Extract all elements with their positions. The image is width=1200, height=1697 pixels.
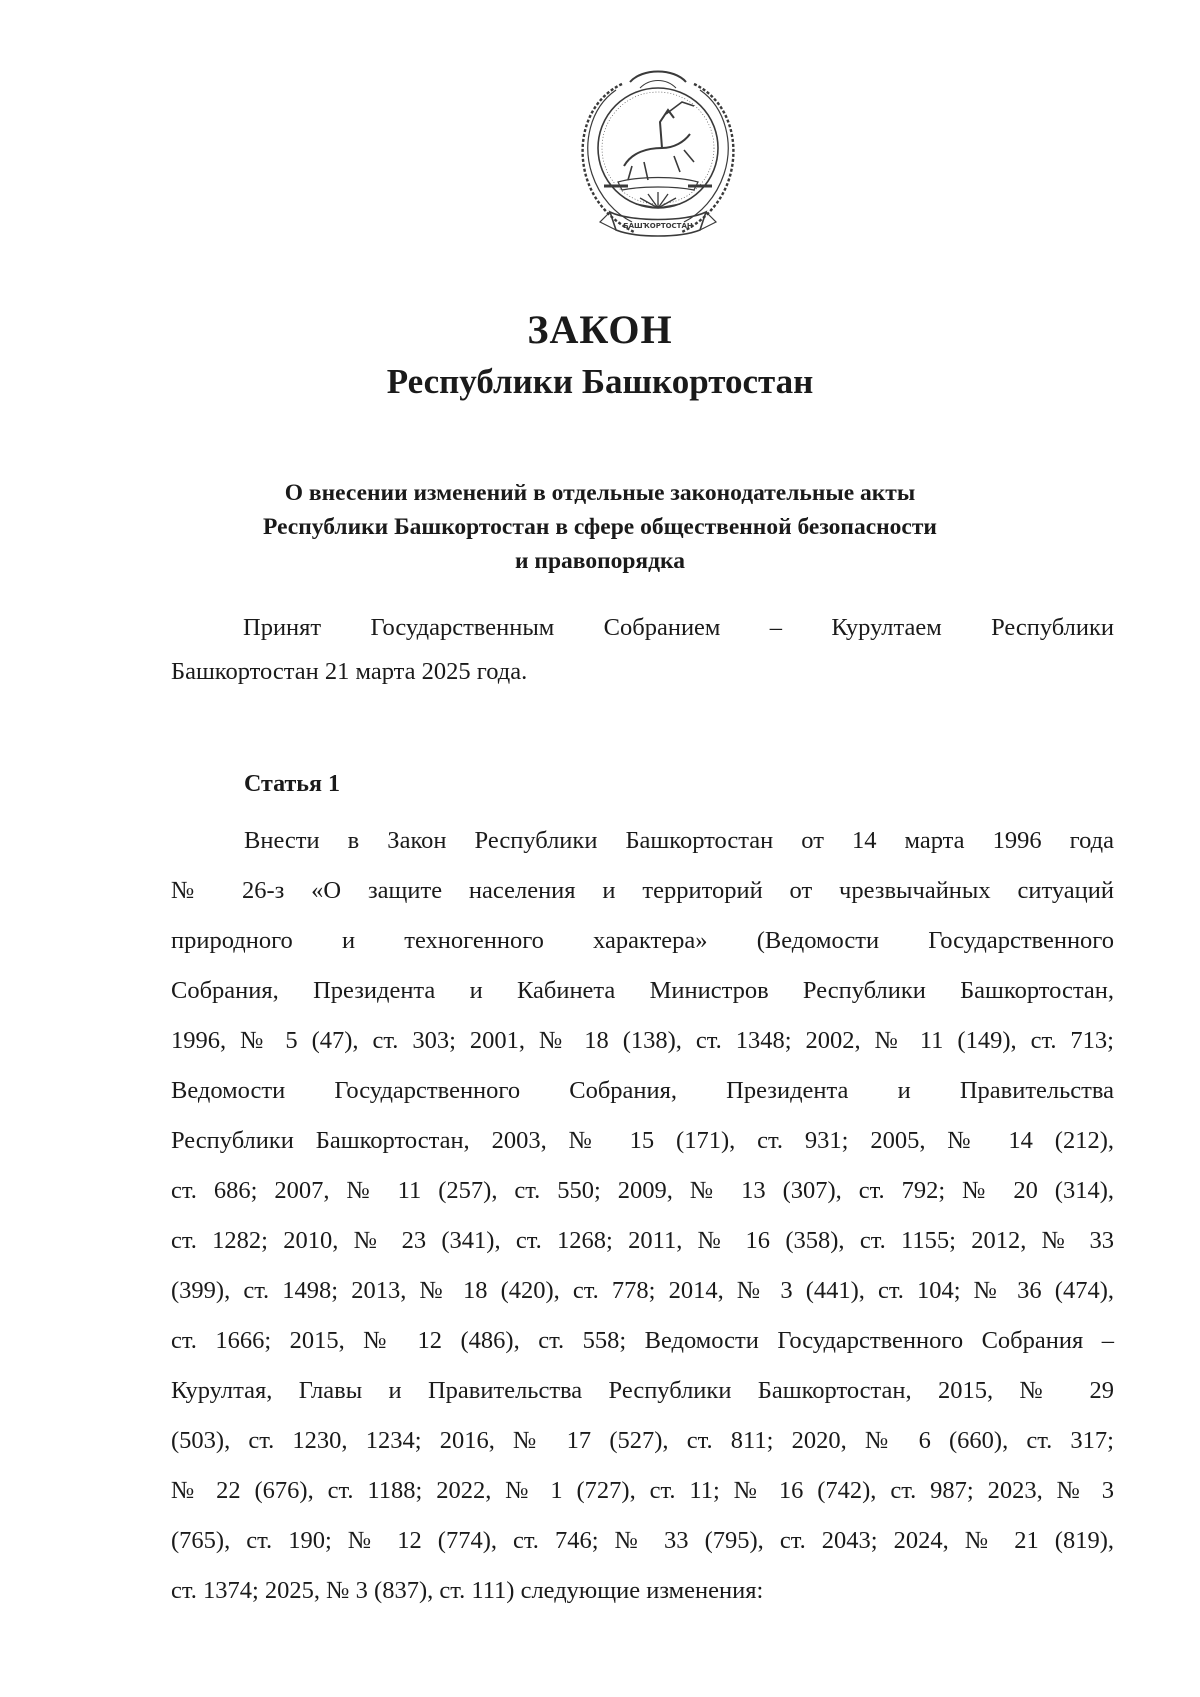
body-line: ст. 686; 2007, № 11 (257), ст. 550; 2009, № 13 (307), ст. 792; № 20 (314), xyxy=(171,1177,1114,1204)
coat-of-arms-emblem xyxy=(570,62,746,244)
adoption-line: Принят Государственным Собранием – Курултаем Республики xyxy=(243,614,1114,641)
adoption-note xyxy=(171,606,1114,694)
law-name-line: О внесении изменений в отдельные законодательные акты xyxy=(284,480,916,506)
body-line: природного и техногенного характера» (Ведомости Государственного xyxy=(171,927,1114,954)
body-line: Республики Башкортостан, 2003, № 15 (171), ст. 931; 2005, № 14 (212), xyxy=(171,1127,1114,1154)
document-subtitle: Республики Башкортостан xyxy=(386,362,814,401)
body-line: № 22 (676), ст. 1188; 2022, № 1 (727), ст. 11; № 16 (742), ст. 987; 2023, № 3 xyxy=(171,1477,1114,1504)
body-line: ст. 1282; 2010, № 23 (341), ст. 1268; 2011, № 16 (358), ст. 1155; 2012, № 33 xyxy=(171,1227,1114,1254)
document-title: ЗАКОН xyxy=(527,307,673,352)
body-line: Внести в Закон Республики Башкортостан от 14 марта 1996 года xyxy=(244,827,1114,854)
body-line: 1996, № 5 (47), ст. 303; 2001, № 18 (138), ст. 1348; 2002, № 11 (149), ст. 713; xyxy=(171,1027,1114,1054)
body-line: Курултая, Главы и Правительства Республики Башкортостан, 2015, № 29 xyxy=(171,1377,1114,1404)
body-line: (765), ст. 190; № 12 (774), ст. 746; № 33 (795), ст. 2043; 2024, № 21 (819), xyxy=(171,1527,1114,1554)
law-name-heading xyxy=(0,476,1200,578)
adoption-line: Башкортостан 21 марта 2025 года. xyxy=(171,658,528,685)
law-name-line: Республики Башкортостан в сфере общественной безопасности xyxy=(263,514,937,540)
body-line: Собрания, Президента и Кабинета Министров Республики Башкортостан, xyxy=(171,977,1114,1004)
body-line: (503), ст. 1230, 1234; 2016, № 17 (527), ст. 811; 2020, № 6 (660), ст. 317; xyxy=(171,1427,1114,1454)
law-name-line: и правопорядка xyxy=(515,548,685,574)
article-heading: Статья 1 xyxy=(244,771,340,797)
body-line: (399), ст. 1498; 2013, № 18 (420), ст. 778; 2014, № 3 (441), ст. 104; № 36 (474), xyxy=(171,1277,1114,1304)
body-line: ст. 1666; 2015, № 12 (486), ст. 558; Ведомости Государственного Собрания – xyxy=(171,1327,1114,1354)
svg-text:БАШҠОРТОСТАН: БАШҠОРТОСТАН xyxy=(623,222,693,230)
body-line: Ведомости Государственного Собрания, Президента и Правительства xyxy=(171,1077,1114,1104)
body-line: ст. 1374; 2025, № 3 (837), ст. 111) следующие изменения: xyxy=(171,1577,764,1604)
article-body xyxy=(171,816,1114,1616)
body-line: № 26-з «О защите населения и территорий от чрезвычайных ситуаций xyxy=(171,877,1114,904)
